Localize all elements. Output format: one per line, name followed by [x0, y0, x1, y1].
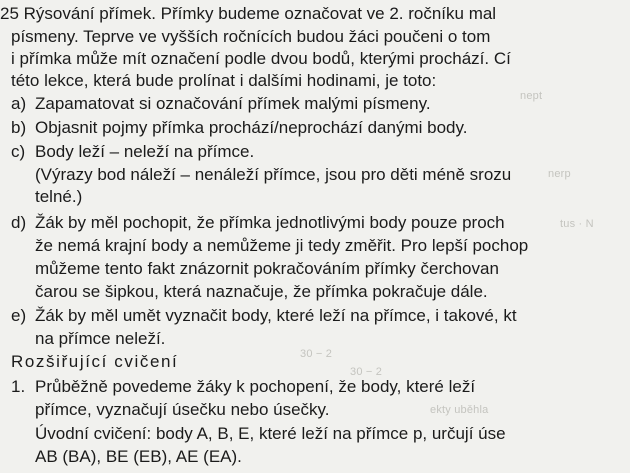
extension-item-1	[11, 377, 475, 397]
extension-text: Úvodní cvičení: body A, B, E, které leží na přímce p, určují úse	[35, 424, 506, 443]
section-heading: Rýsování přímek.	[23, 4, 156, 23]
goal-item-c	[11, 142, 254, 162]
goal-text: čarou se šipkou, která naznačuje, že přímka pokračuje dále.	[35, 282, 488, 301]
goal-text: Zapamatovat si označování přímek malými písmeny.	[35, 94, 431, 113]
goal-text: na přímce neleží.	[35, 329, 166, 348]
section-number: 25	[0, 4, 19, 23]
list-marker: c)	[11, 142, 26, 161]
bleed-through-text: ekty uběhla	[430, 404, 489, 416]
section-title-line	[0, 4, 496, 24]
intro-line: této lekce, která bude prolínat i dalšími hodinami, je toto:	[11, 71, 437, 90]
goal-item-e	[11, 306, 517, 326]
bleed-through-text: nept	[520, 90, 543, 102]
goal-text: že nemá krajní body a nemůžeme ji tedy změřit. Pro lepší pochop	[35, 236, 529, 255]
goal-item-a	[11, 94, 431, 114]
intro-line: i přímka může mít označení podle dvou bodů, kterými prochází. Cí	[11, 49, 511, 68]
goal-text: Objasnit pojmy přímka prochází/neprochází danými body.	[35, 118, 468, 137]
bleed-through-text: tus · N	[560, 218, 594, 230]
goal-text: Žák by měl umět vyznačit body, které leží na přímce, i takové, kt	[35, 306, 517, 325]
goal-text: můžeme tento fakt znázornit pokračováním přímky čerchovan	[35, 259, 499, 278]
bleed-through-text: 30 − 2	[300, 348, 333, 360]
extension-text: AB (BA), BE (EB), AE (EA).	[35, 447, 242, 466]
bleed-through-text: nerp	[548, 168, 571, 180]
goal-text: (Výrazy bod náleží – nenáleží přímce, jsou pro děti méně srozu	[35, 165, 512, 184]
bleed-through-text: 30 − 2	[350, 366, 383, 378]
list-marker: a)	[11, 94, 27, 113]
goal-text: Body leží – neleží na přímce.	[35, 142, 255, 161]
list-marker: b)	[11, 118, 27, 137]
list-marker: d)	[11, 213, 27, 232]
intro-line: Přímky budeme označovat ve 2. ročníku mal	[160, 4, 497, 23]
list-marker: 1.	[11, 377, 26, 396]
goal-item-d	[11, 213, 505, 233]
intro-line: písmeny. Teprve ve vyšších ročnících budou žáci poučeni o tom	[11, 27, 491, 46]
extension-heading: Rozšiřující cvičení	[11, 352, 179, 371]
goal-text: Žák by měl pochopit, že přímka jednotlivými body pouze proch	[35, 213, 505, 232]
extension-text: přímce, vyznačují úsečku nebo úsečky.	[35, 400, 330, 419]
goal-item-b	[11, 118, 467, 138]
list-marker: e)	[11, 306, 27, 325]
goal-text: telné.)	[35, 187, 83, 206]
extension-text: Průběžně povedeme žáky k pochopení, že body, které leží	[35, 377, 476, 396]
